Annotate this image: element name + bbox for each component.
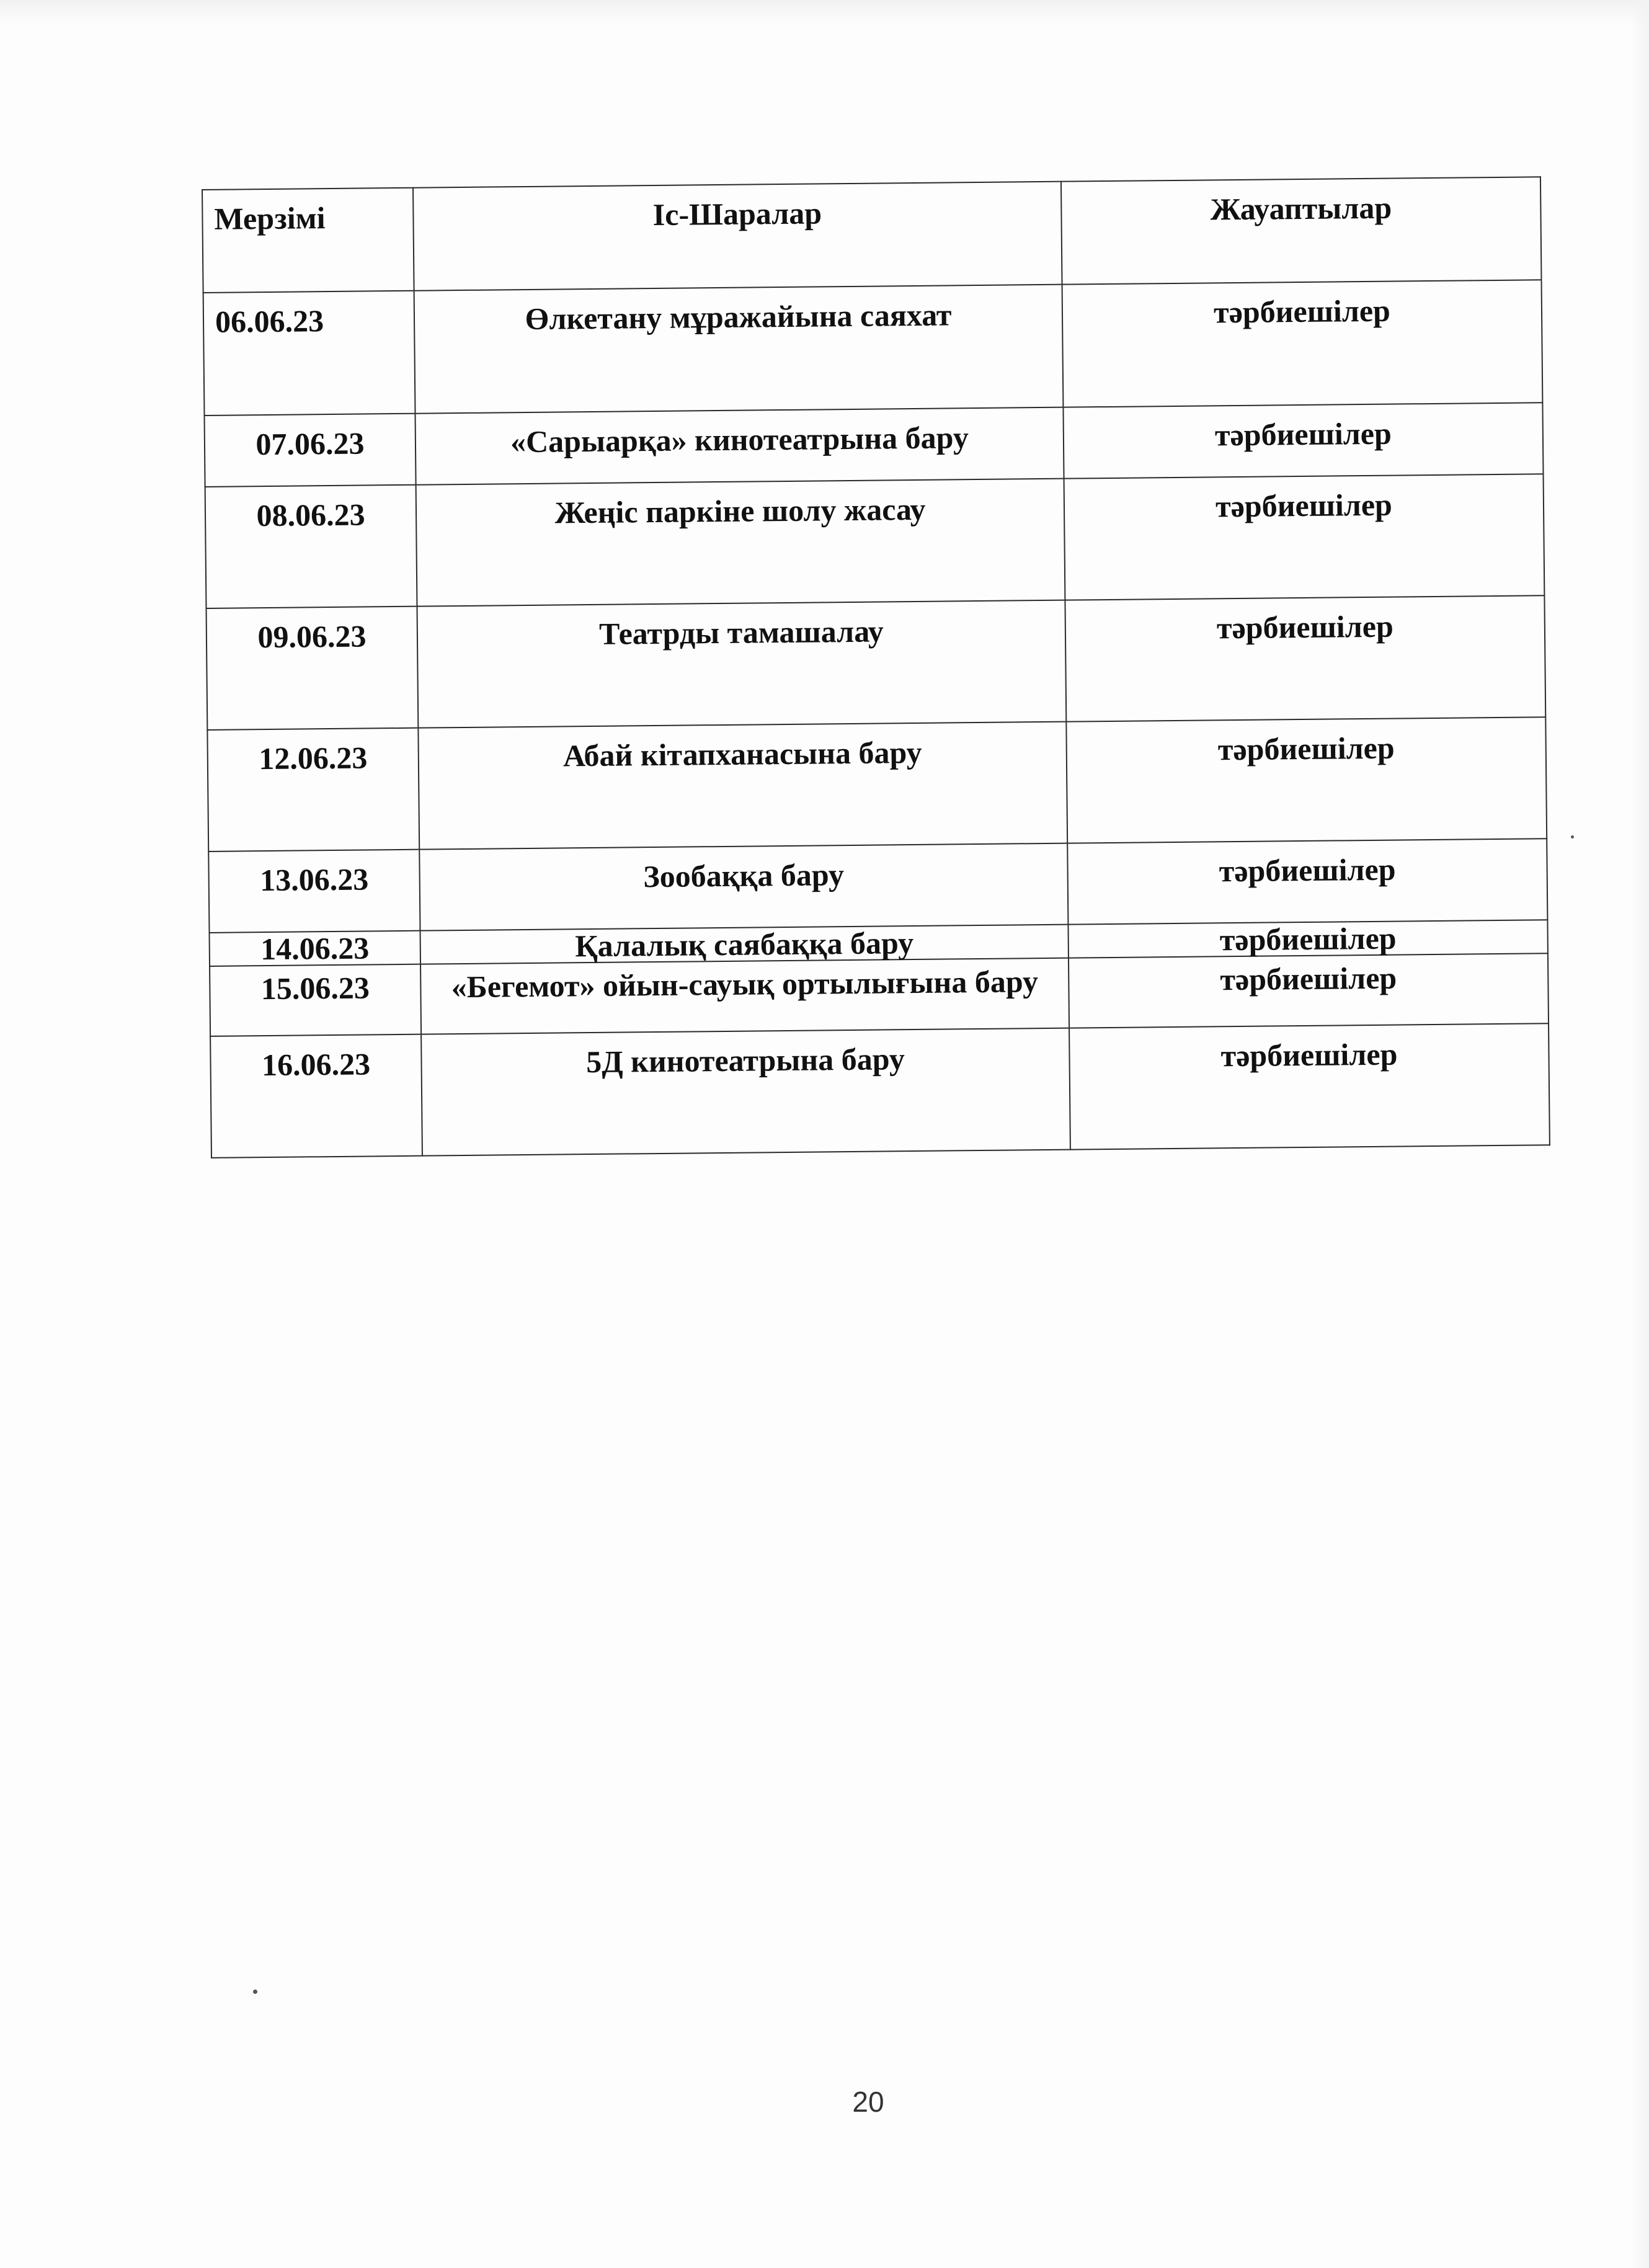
scan-speck	[1571, 835, 1574, 838]
row-event: «Бегемот» ойын-сауық ортылығына бару	[420, 958, 1069, 1034]
header-responsible: Жауаптылар	[1061, 177, 1542, 284]
row-responsible: тәрбиешілер	[1069, 1023, 1550, 1149]
scan-speck	[253, 1990, 257, 1994]
row-date: 16.06.23	[210, 1034, 422, 1158]
row-event: Жеңіс паркіне шолу жасау	[416, 479, 1065, 607]
row-responsible: тәрбиешілер	[1063, 402, 1543, 478]
table-row	[210, 953, 1549, 1036]
header-date: Мерзімі	[202, 188, 414, 293]
row-event: «Сарыарқа» кинотеатрына бару	[415, 407, 1064, 485]
row-date: 08.06.23	[205, 485, 417, 608]
row-date: 06.06.23	[203, 291, 416, 416]
table-header-row	[202, 177, 1541, 293]
row-responsible: тәрбиешілер	[1068, 920, 1547, 958]
table-row	[207, 717, 1547, 852]
table-row	[205, 474, 1545, 608]
row-date: 12.06.23	[207, 728, 419, 852]
table-row	[206, 595, 1545, 730]
row-event: Зообаққа бару	[419, 843, 1068, 931]
row-event: Өлкетану мұражайына саяхат	[414, 285, 1064, 414]
table-row	[205, 402, 1544, 487]
table-row	[208, 838, 1547, 933]
row-event: 5Д кинотеатрына бару	[421, 1028, 1070, 1156]
row-date: 15.06.23	[210, 964, 421, 1036]
schedule-table	[202, 176, 1550, 1158]
row-date: 14.06.23	[210, 931, 421, 966]
table-row	[203, 280, 1543, 416]
row-responsible: тәрбиешілер	[1064, 474, 1545, 600]
row-responsible: тәрбиешілер	[1066, 717, 1547, 843]
table-row	[210, 1023, 1550, 1158]
row-event: Театрды тамашалау	[417, 600, 1066, 728]
row-event: Қалалық саябаққа бару	[420, 925, 1068, 964]
row-date: 09.06.23	[206, 607, 418, 730]
row-responsible: тәрбиешілер	[1062, 280, 1543, 407]
row-responsible: тәрбиешілер	[1069, 953, 1549, 1028]
row-event: Абай кітапханасына бару	[418, 722, 1067, 850]
header-event: Іс-Шаралар	[413, 182, 1062, 291]
scan-shadow-top	[0, 0, 1649, 25]
row-responsible: тәрбиешілер	[1067, 838, 1547, 924]
row-date: 13.06.23	[208, 850, 420, 933]
scan-shadow-right	[1630, 0, 1649, 2268]
row-responsible: тәрбиешілер	[1065, 595, 1545, 721]
row-date: 07.06.23	[205, 414, 416, 487]
page-number: 20	[852, 2086, 884, 2118]
